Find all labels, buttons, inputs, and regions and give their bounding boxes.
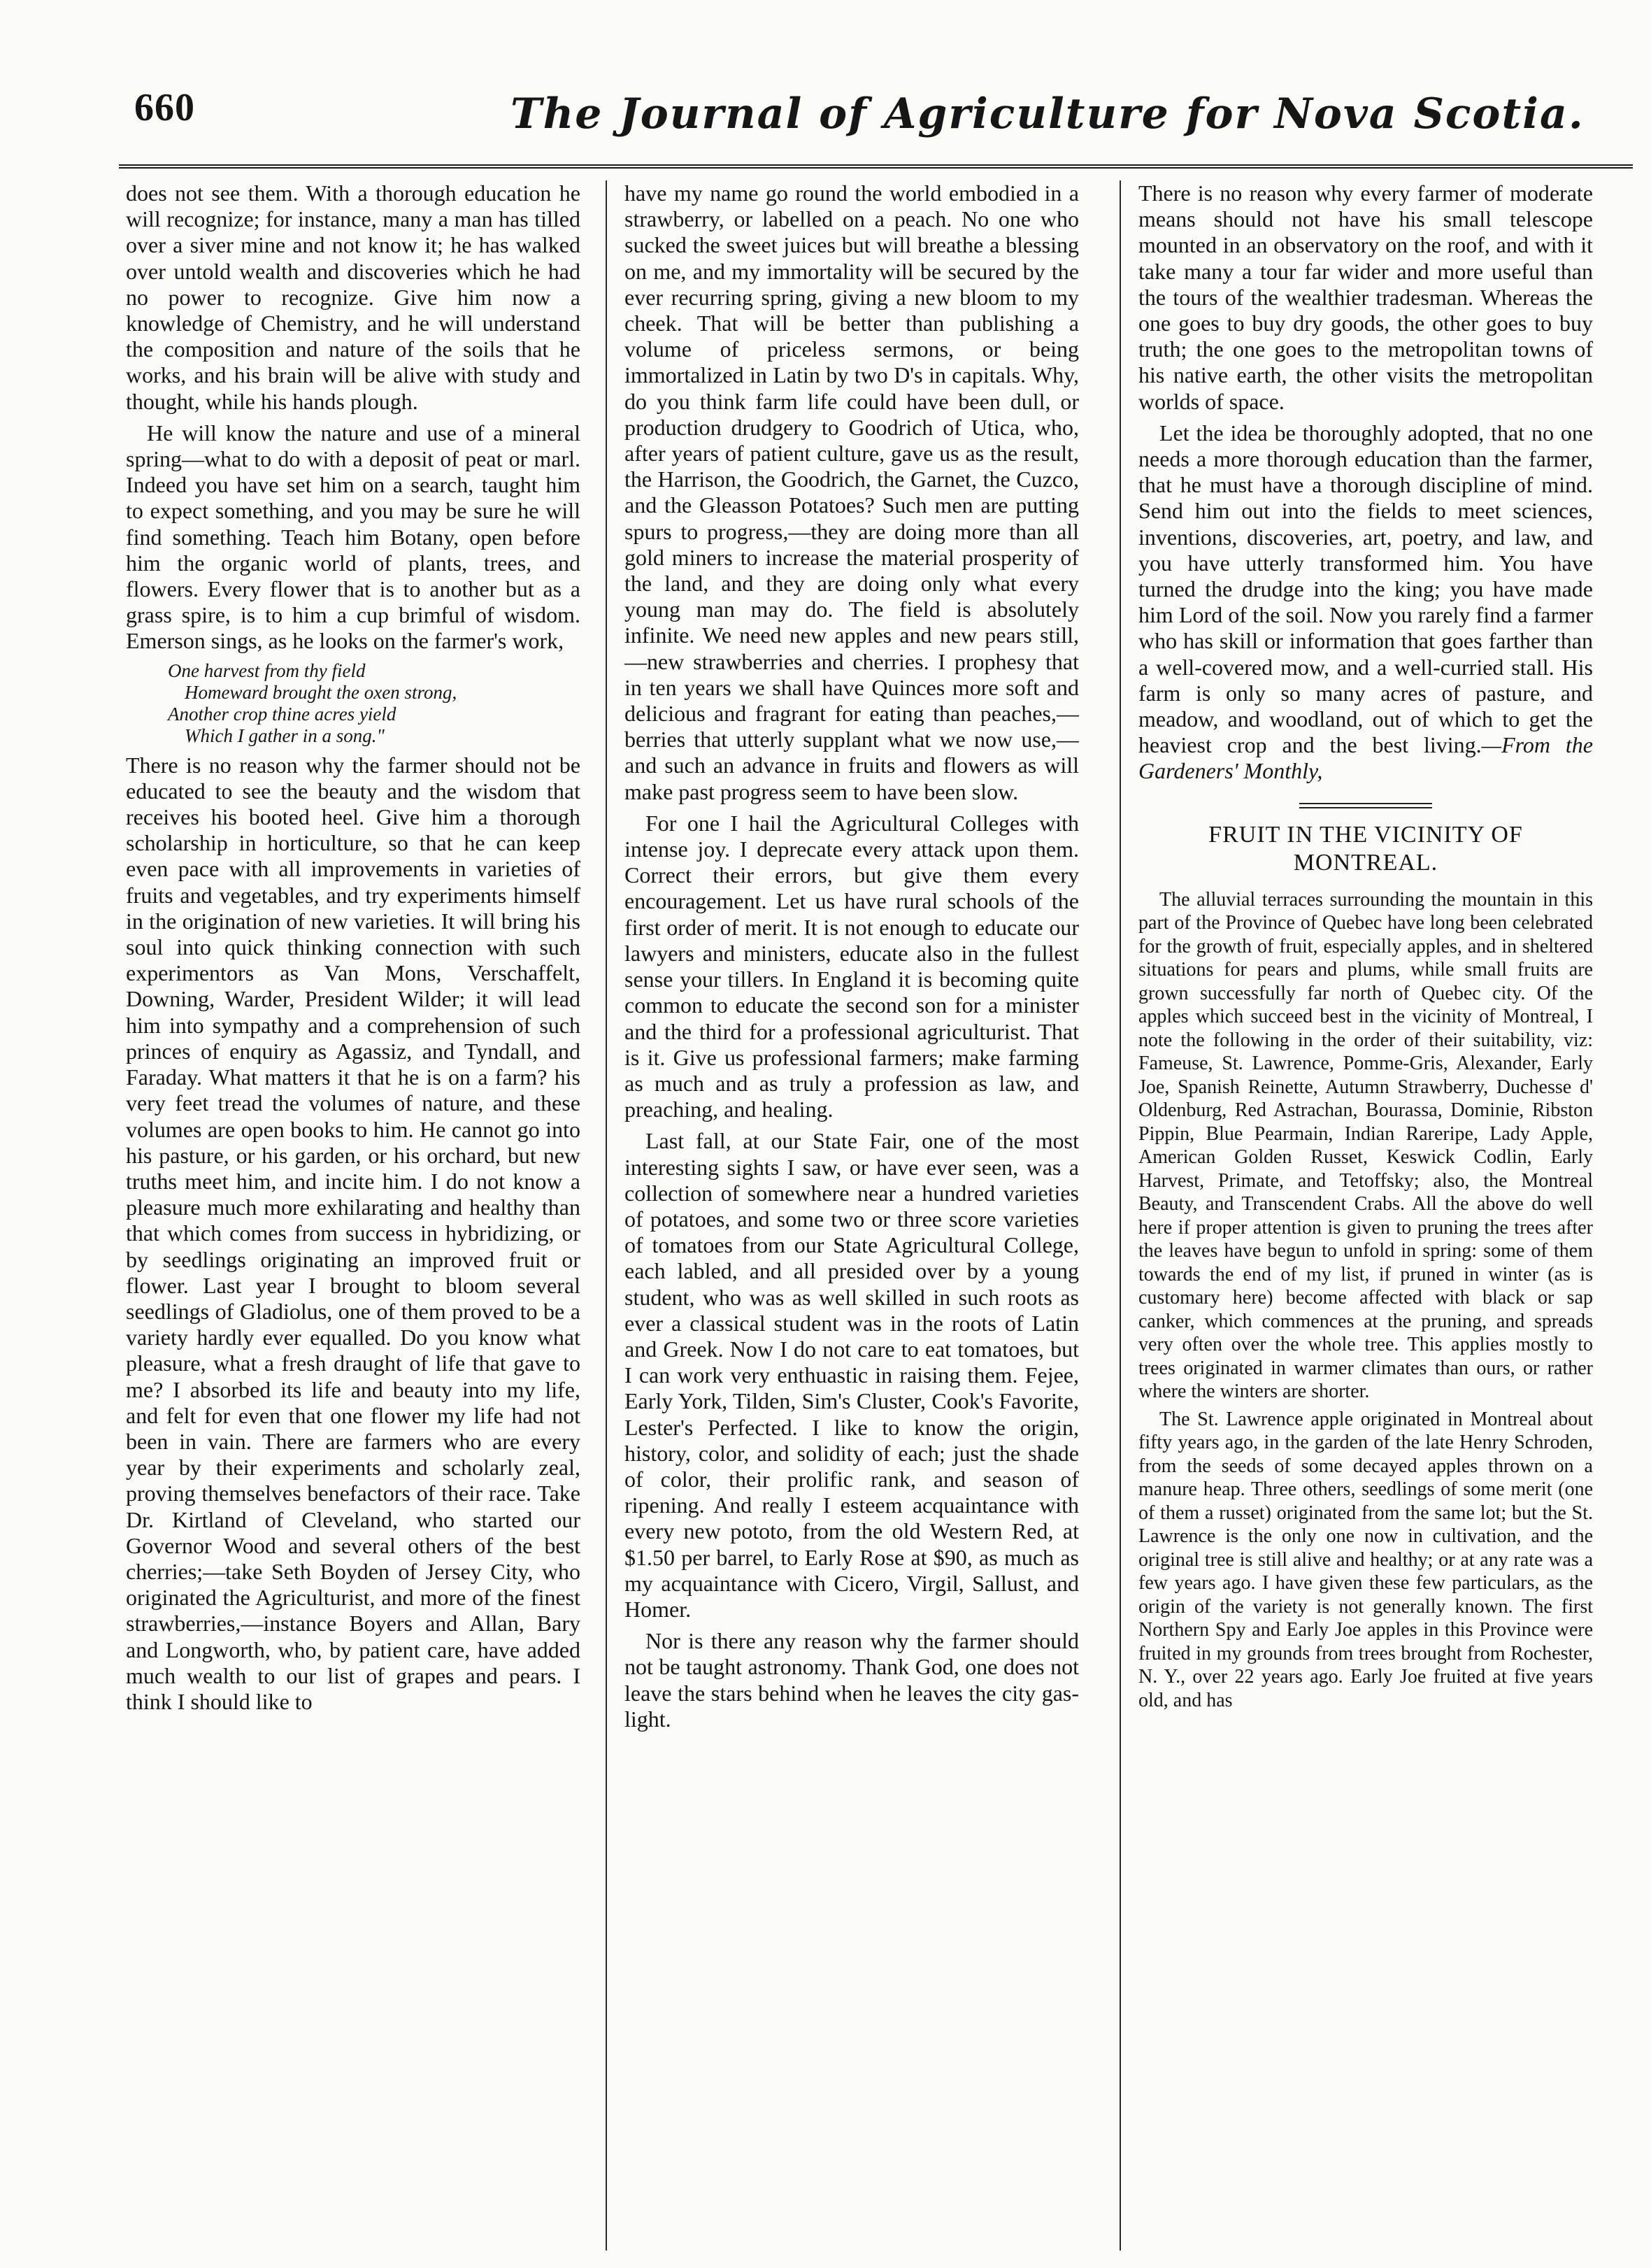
article-source: —From the Gardeners' Monthly, <box>1138 732 1593 784</box>
article-title: FRUIT IN THE VICINITY OF MONTREAL. <box>1208 821 1523 876</box>
poem-line: Another crop thine acres yield <box>168 703 396 725</box>
paragraph: The St. Lawrence apple originated in Montreal about fifty years ago, in the garden of the late Henry Schroden, from the seeds of some decayed apples thrown on a manure heap. Three others, seedlings of some merit (one of them a russet) originated from the same lot; but the St. Lawrence is the only one now in cultivation, and the original tree is still alive and healthy; or at any rate was a few years ago. I have given these few particulars, as the origin of the variety is not generally known. The first Northern Spy and Early Joe apples in this Province were fruited in my grounds from trees brought from Rochester, N. Y., over 22 years ago. Early Joe fruited at five years old, and has <box>1138 1408 1593 1711</box>
poem-line: Which I gather in a song." <box>185 725 385 746</box>
article-body <box>1138 888 1593 1713</box>
section-divider <box>1299 803 1432 808</box>
page-header <box>119 77 1633 169</box>
column-rule <box>1120 180 1121 2251</box>
paragraph: He will know the nature and use of a mineral spring—what to do with a deposit of peat or marl. Indeed you have set him on a search, taught him to expect something, and you may be sure he will find something. Teach him Botany, open before him the organic world of plants, trees, and flowers. Every flower that is to another but as a grass spire, is to him a cup brimful of wisdom. Emerson sings, as he looks on the farmer's work, <box>126 420 580 654</box>
paragraph: Nor is there any reason why the farmer should not be taught astronomy. Thank God, one does not leave the stars behind when he leaves the city gas-light. <box>624 1628 1079 1732</box>
poem-quote <box>168 660 580 747</box>
journal-title: The Journal of Agriculture for Nova Scotia. <box>510 90 1585 138</box>
column-rule <box>606 180 607 2251</box>
paragraph <box>1138 420 1593 785</box>
column-1 <box>126 180 580 2251</box>
paragraph: There is no reason why the farmer should not be educated to see the beauty and the wisdom that receives his booted heel. Give him a thorough scholarship in horticulture, so that he can keep even pace with all improvements in varieties of fruits and vegetables, and try experiments himself in the origination of new varieties. It will bring his soul into quick thinking connection with such experimentors as Van Mons, Verschaffelt, Downing, Warder, President Wilder; it will lead him into sympathy and a comprehension of such princes of enquiry as Agassiz, and Tyndall, and Faraday. What matters it that he is on a farm? his very feet tread the volumes of nature, and these volumes are open books to him. He cannot go into his pasture, or his garden, or his orchard, but new truths meet him, and incite him. I do not know a pleasure much more exhilarating and healthy than that which comes from success in hybridizing, or by seedlings originating an improved fruit or flower. Last year I brought to bloom several seedlings of Gladiolus, one of them proved to be a variety hardly ever equalled. Do you know what pleasure, what a fresh draught of life that gave to me? I absorbed its life and beauty into my life, and felt for even that one flower my life had not been in vain. There are farmers who are every year by their experiments and scholarly zeal, proving themselves benefactors of their race. Take Dr. Kirtland of Cleveland, who started our Governor Wood and several others of the best cherries;—take Seth Boyden of Jersey City, who originated the Agriculturist, and more of the finest strawberries,—instance Boyers and Allan, Bary and Longworth, who, by patient care, have added much wealth to our list of grapes and pears. I think I should like to <box>126 752 580 1714</box>
paragraph: For one I hail the Agricultural Colleges with intense joy. I deprecate every attack upon them. Correct their errors, but give them every encouragement. Let us have rural schools of the first order of merit. It is not enough to educate our lawyers and ministers, educate also in the fullest sense your tillers. In England it is becoming quite common to educate the second son for a minister and the third for a professional agriculturist. That is it. Give us professional farmers; make farming as much and as truly a profession as law, and preaching, and healing. <box>624 810 1079 1122</box>
poem-line: One harvest from thy field <box>168 659 366 681</box>
poem-line: Homeward brought the oxen strong, <box>185 681 457 703</box>
column-3 <box>1138 180 1593 2251</box>
page-number: 660 <box>134 86 195 129</box>
column-2 <box>624 180 1079 2251</box>
paragraph: Last fall, at our State Fair, one of the most interesting sights I saw, or have ever seen, was a collection of somewhere near a hundred varieties of potatoes, and some two or three score varieties of tomatoes from our State Agricultural College, each labled, and all presided over by a young student, who was as well skilled in such roots as ever a classical student was in the roots of Latin and Greek. Now I do not care to eat tomatoes, but I can work very enthuastic in raising them. Fejee, Early York, Tilden, Sim's Cluster, Cook's Favorite, Lester's Perfected. I like to know the origin, history, color, and solidity of each; just the shade of color, their prolific rank, and season of ripening. And really I esteem acquaintance with every new pototo, from the old Western Red, at $1.50 per barrel, to Early Rose at $90, as much as my acquaintance with Cicero, Virgil, Sallust, and Homer. <box>624 1128 1079 1622</box>
paragraph-text: Let the idea be thoroughly adopted, that no one needs a more thorough education than the farmer, that he must have a thorough discipline of mind. Send him out into the fields to meet sciences, inventions, discoveries, art, poetry, and law, and you have utterly transformed him. You have turned the drudge into the king; you have made him Lord of the soil. Now you rarely find a farmer who has skill or information that goes farther than a well-covered mow, and a well-curried stall. His farm is only so many acres of pasture, and meadow, and woodland, out of which to get the heaviest crop and the best living. <box>1138 420 1593 758</box>
paragraph: does not see them. With a thorough education he will recognize; for instance, many a man has tilled over a siver mine and not know it; he has walked over untold wealth and discoveries which he had no power to recognize. Give him now a knowledge of Chemistry, and he will understand the composition and nature of the soils that he works, and his brain will be alive with study and thought, while his hands plough. <box>126 180 580 414</box>
paragraph: have my name go round the world embodied in a strawberry, or labelled on a peach. No one who sucked the sweet juices but will breathe a blessing on me, and my immortality will be secured by the ever recurring spring, giving a new bloom to my cheek. That will be better than publishing a volume of priceless sermons, or being immortalized in Latin by two D's in capitals. Why, do you think farm life could have been dull, or production drudgery to Goodrich of Utica, who, after years of patient culture, gave us as the result, the Harrison, the Goodrich, the Garnet, the Cuzco, and the Gleasson Potatoes? Such men are putting spurs to progress,—they are doing more than all gold miners to increase the material prosperity of the land, and they are doing only what every young man may do. The field is absolutely infinite. We need new apples and new pears still,—new strawberries and cherries. I prophesy that in ten years we shall have Quinces more soft and delicious and fragrant for eating than peaches,—berries that utterly supplant what we now use,—and such an advance in fruits and flowers as will make past progress seem to have been slow. <box>624 180 1079 804</box>
paragraph: There is no reason why every farmer of moderate means should not have his small telescope mounted in an observatory on the roof, and with it take many a tour far wider and more useful than the tours of the wealthier tradesman. Whereas the one goes to buy dry goods, the other goes to buy truth; the one goes to the metropolitan towns of his native earth, the other visits the metropolitan worlds of space. <box>1138 180 1593 414</box>
paragraph: The alluvial terraces surrounding the mountain in this part of the Province of Quebec have long been celebrated for the growth of fruit, especially apples, and in sheltered situations for pears and plums, while small fruits are grown successfully far north of Quebec city. Of the apples which succeed best in the vicinity of Montreal, I note the following in the order of their suitability, viz: Fameuse, St. Lawrence, Pomme-Gris, Alexander, Early Joe, Spanish Reinette, Autumn Strawberry, Duchesse d' Oldenburg, Red Astrachan, Bourassa, Dominie, Ribston Pippin, Blue Pearmain, Indian Rareripe, Lady Apple, American Golden Russet, Keswick Codlin, Early Harvest, Primate, and Tetoffsky; also, the Montreal Beauty, and Transcendent Crabs. All the above do well here if proper attention is given to pruning the trees after the leaves have begun to unfold in spring: some of them towards the end of my list, if pruned in winter (as is customary here) become affected with black or sap canker, which commences at the pruning, and spreads very often over the whole tree. This applies mostly to trees originated in warmer climates than ours, or rather where the winters are shorter. <box>1138 888 1593 1403</box>
